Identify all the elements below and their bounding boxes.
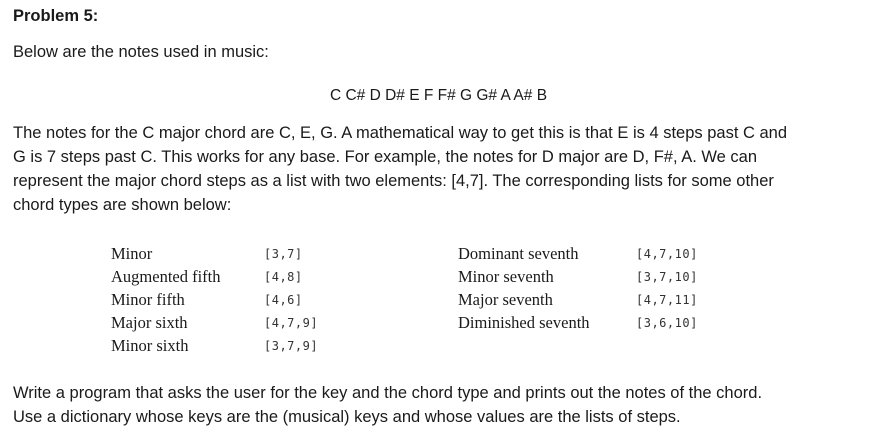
paragraph-line: chord types are shown below: xyxy=(13,196,232,214)
chord-row xyxy=(111,242,351,265)
chord-steps: [4,7,10] xyxy=(636,247,698,261)
notes-list: C C# D D# E F F# G G# A A# B xyxy=(329,87,548,104)
chord-row xyxy=(111,311,351,334)
chord-row xyxy=(458,242,758,265)
chord-steps: [4,8] xyxy=(264,270,303,284)
paragraph-line: G is 7 steps past C. This works for any base. For example, the notes for D major are D, F#, A. We can xyxy=(13,148,758,166)
paragraph-line: Write a program that asks the user for the key and the chord type and prints out the notes of the chord. xyxy=(13,384,763,402)
chord-row xyxy=(458,311,758,334)
chord-name: Major seventh xyxy=(458,290,553,309)
paragraph-line: Use a dictionary whose keys are the (musical) keys and whose values are the lists of steps. xyxy=(13,408,681,426)
chord-name: Minor seventh xyxy=(458,267,554,286)
chord-steps: [4,7,9] xyxy=(264,316,319,330)
chord-table-right xyxy=(458,242,758,334)
chord-name: Major sixth xyxy=(111,313,188,332)
chord-name: Minor fifth xyxy=(111,290,185,309)
chord-name: Diminished seventh xyxy=(458,313,590,332)
chord-row xyxy=(111,334,351,357)
chord-explanation-paragraph xyxy=(13,121,843,217)
problem-title: Problem 5: xyxy=(13,7,99,25)
chord-row xyxy=(458,265,758,288)
paragraph-line: The notes for the C major chord are C, E, G. A mathematical way to get this is that E is 4 steps past C and xyxy=(13,124,788,142)
chord-steps: [3,6,10] xyxy=(636,316,698,330)
chord-steps: [3,7] xyxy=(264,247,303,261)
chord-name: Minor xyxy=(111,244,153,263)
chord-steps: [3,7,10] xyxy=(636,270,698,284)
chord-name: Minor sixth xyxy=(111,336,189,355)
chord-name: Dominant seventh xyxy=(458,244,579,263)
chord-steps: [3,7,9] xyxy=(264,339,319,353)
chord-row xyxy=(111,288,351,311)
intro-text: Below are the notes used in music: xyxy=(13,43,269,61)
chord-row xyxy=(111,265,351,288)
chord-row xyxy=(458,288,758,311)
task-paragraph xyxy=(13,381,762,429)
paragraph-line: represent the major chord steps as a list with two elements: [4,7]. The corresponding lists for some other xyxy=(13,172,774,190)
chord-name: Augmented fifth xyxy=(111,267,221,286)
chord-steps: [4,6] xyxy=(264,293,303,307)
chord-table-left xyxy=(111,242,351,357)
chord-steps: [4,7,11] xyxy=(636,293,698,307)
